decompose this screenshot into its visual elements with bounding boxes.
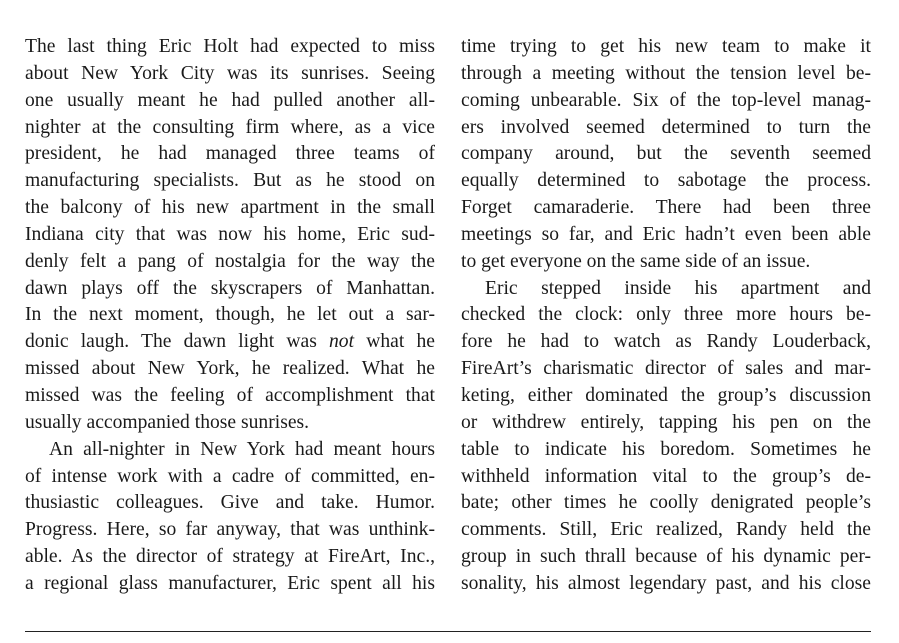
text-line: comments. Still, Eric realized, Randy held the — [461, 519, 871, 541]
text-line: about New York City was its sunrises. Seeing — [25, 62, 435, 84]
text-column-right — [461, 34, 871, 598]
text-line: Indiana city that was now his home, Eric sud- — [25, 223, 435, 245]
text-run: what he — [354, 331, 435, 353]
text-line: Eric stepped inside his apartment and — [485, 277, 871, 299]
text-line: a regional glass manufacturer, Eric spent all his — [25, 572, 435, 594]
text-line — [25, 329, 435, 356]
text-line: bate; other times he coolly denigrated people’s — [461, 492, 871, 514]
text-line: company around, but the seventh seemed — [461, 143, 871, 165]
text-line: nighter at the consulting firm where, as a vice — [25, 116, 435, 138]
text-line: meetings so far, and Eric hadn’t even been able — [461, 223, 871, 245]
text-line: time trying to get his new team to make it — [461, 36, 871, 57]
text-line: or withdrew entirely, tapping his pen on the — [461, 411, 871, 433]
text-line: Forget camaraderie. There had been three — [461, 197, 871, 219]
text-line: missed about New York, he realized. What he — [25, 358, 435, 380]
text-line: checked the clock: only three more hours be- — [461, 304, 871, 326]
text-line: An all-nighter in New York had meant hours — [49, 438, 435, 460]
text-line: manufacturing specialists. But as he stood on — [25, 170, 435, 192]
text-line: one usually meant he had pulled another all- — [25, 89, 435, 111]
text-line: the balcony of his new apartment in the small — [25, 197, 435, 219]
text-line: of intense work with a cadre of committed, en- — [25, 465, 435, 487]
page-footer-rule — [25, 631, 871, 632]
text-line: dawn plays off the skyscrapers of Manhattan. — [25, 277, 435, 299]
text-line: fore he had to watch as Randy Louderback, — [461, 331, 871, 353]
text-column-left — [25, 34, 435, 598]
text-line: withheld information vital to the group’s de- — [461, 465, 871, 487]
text-line: president, he had managed three teams of — [25, 143, 435, 165]
text-line: denly felt a pang of nostalgia for the way the — [25, 250, 435, 272]
text-line: group in such thrall because of his dynamic per- — [461, 546, 871, 568]
text-line: FireArt’s charismatic director of sales and mar- — [461, 358, 871, 380]
text-line: to get everyone on the same side of an issue. — [461, 250, 811, 272]
text-line: In the next moment, though, he let out a sar- — [25, 304, 435, 326]
text-line: through a meeting without the tension level be- — [461, 62, 871, 84]
text-run: donic laugh. The dawn light was — [25, 331, 329, 353]
text-line: missed was the feeling of accomplishment that — [25, 384, 435, 406]
text-line: able. As the director of strategy at FireArt, Inc., — [25, 546, 435, 568]
text-line: coming unbearable. Six of the top-level manag- — [461, 89, 871, 111]
text-line: usually accompanied those sunrises. — [25, 411, 310, 433]
text-line: keting, either dominated the group’s discussion — [461, 384, 871, 406]
text-line: equally determined to sabotage the process. — [461, 170, 871, 192]
text-line: ers involved seemed determined to turn the — [461, 116, 871, 138]
text-line: The last thing Eric Holt had expected to miss — [25, 36, 435, 57]
text-line: Progress. Here, so far anyway, that was unthink- — [25, 519, 435, 541]
text-line: sonality, his almost legendary past, and his close — [461, 572, 871, 594]
text-line: thusiastic colleagues. Give and take. Humor. — [25, 492, 435, 514]
emphasis-run: not — [329, 331, 355, 353]
text-line: table to indicate his boredom. Sometimes he — [461, 438, 871, 460]
